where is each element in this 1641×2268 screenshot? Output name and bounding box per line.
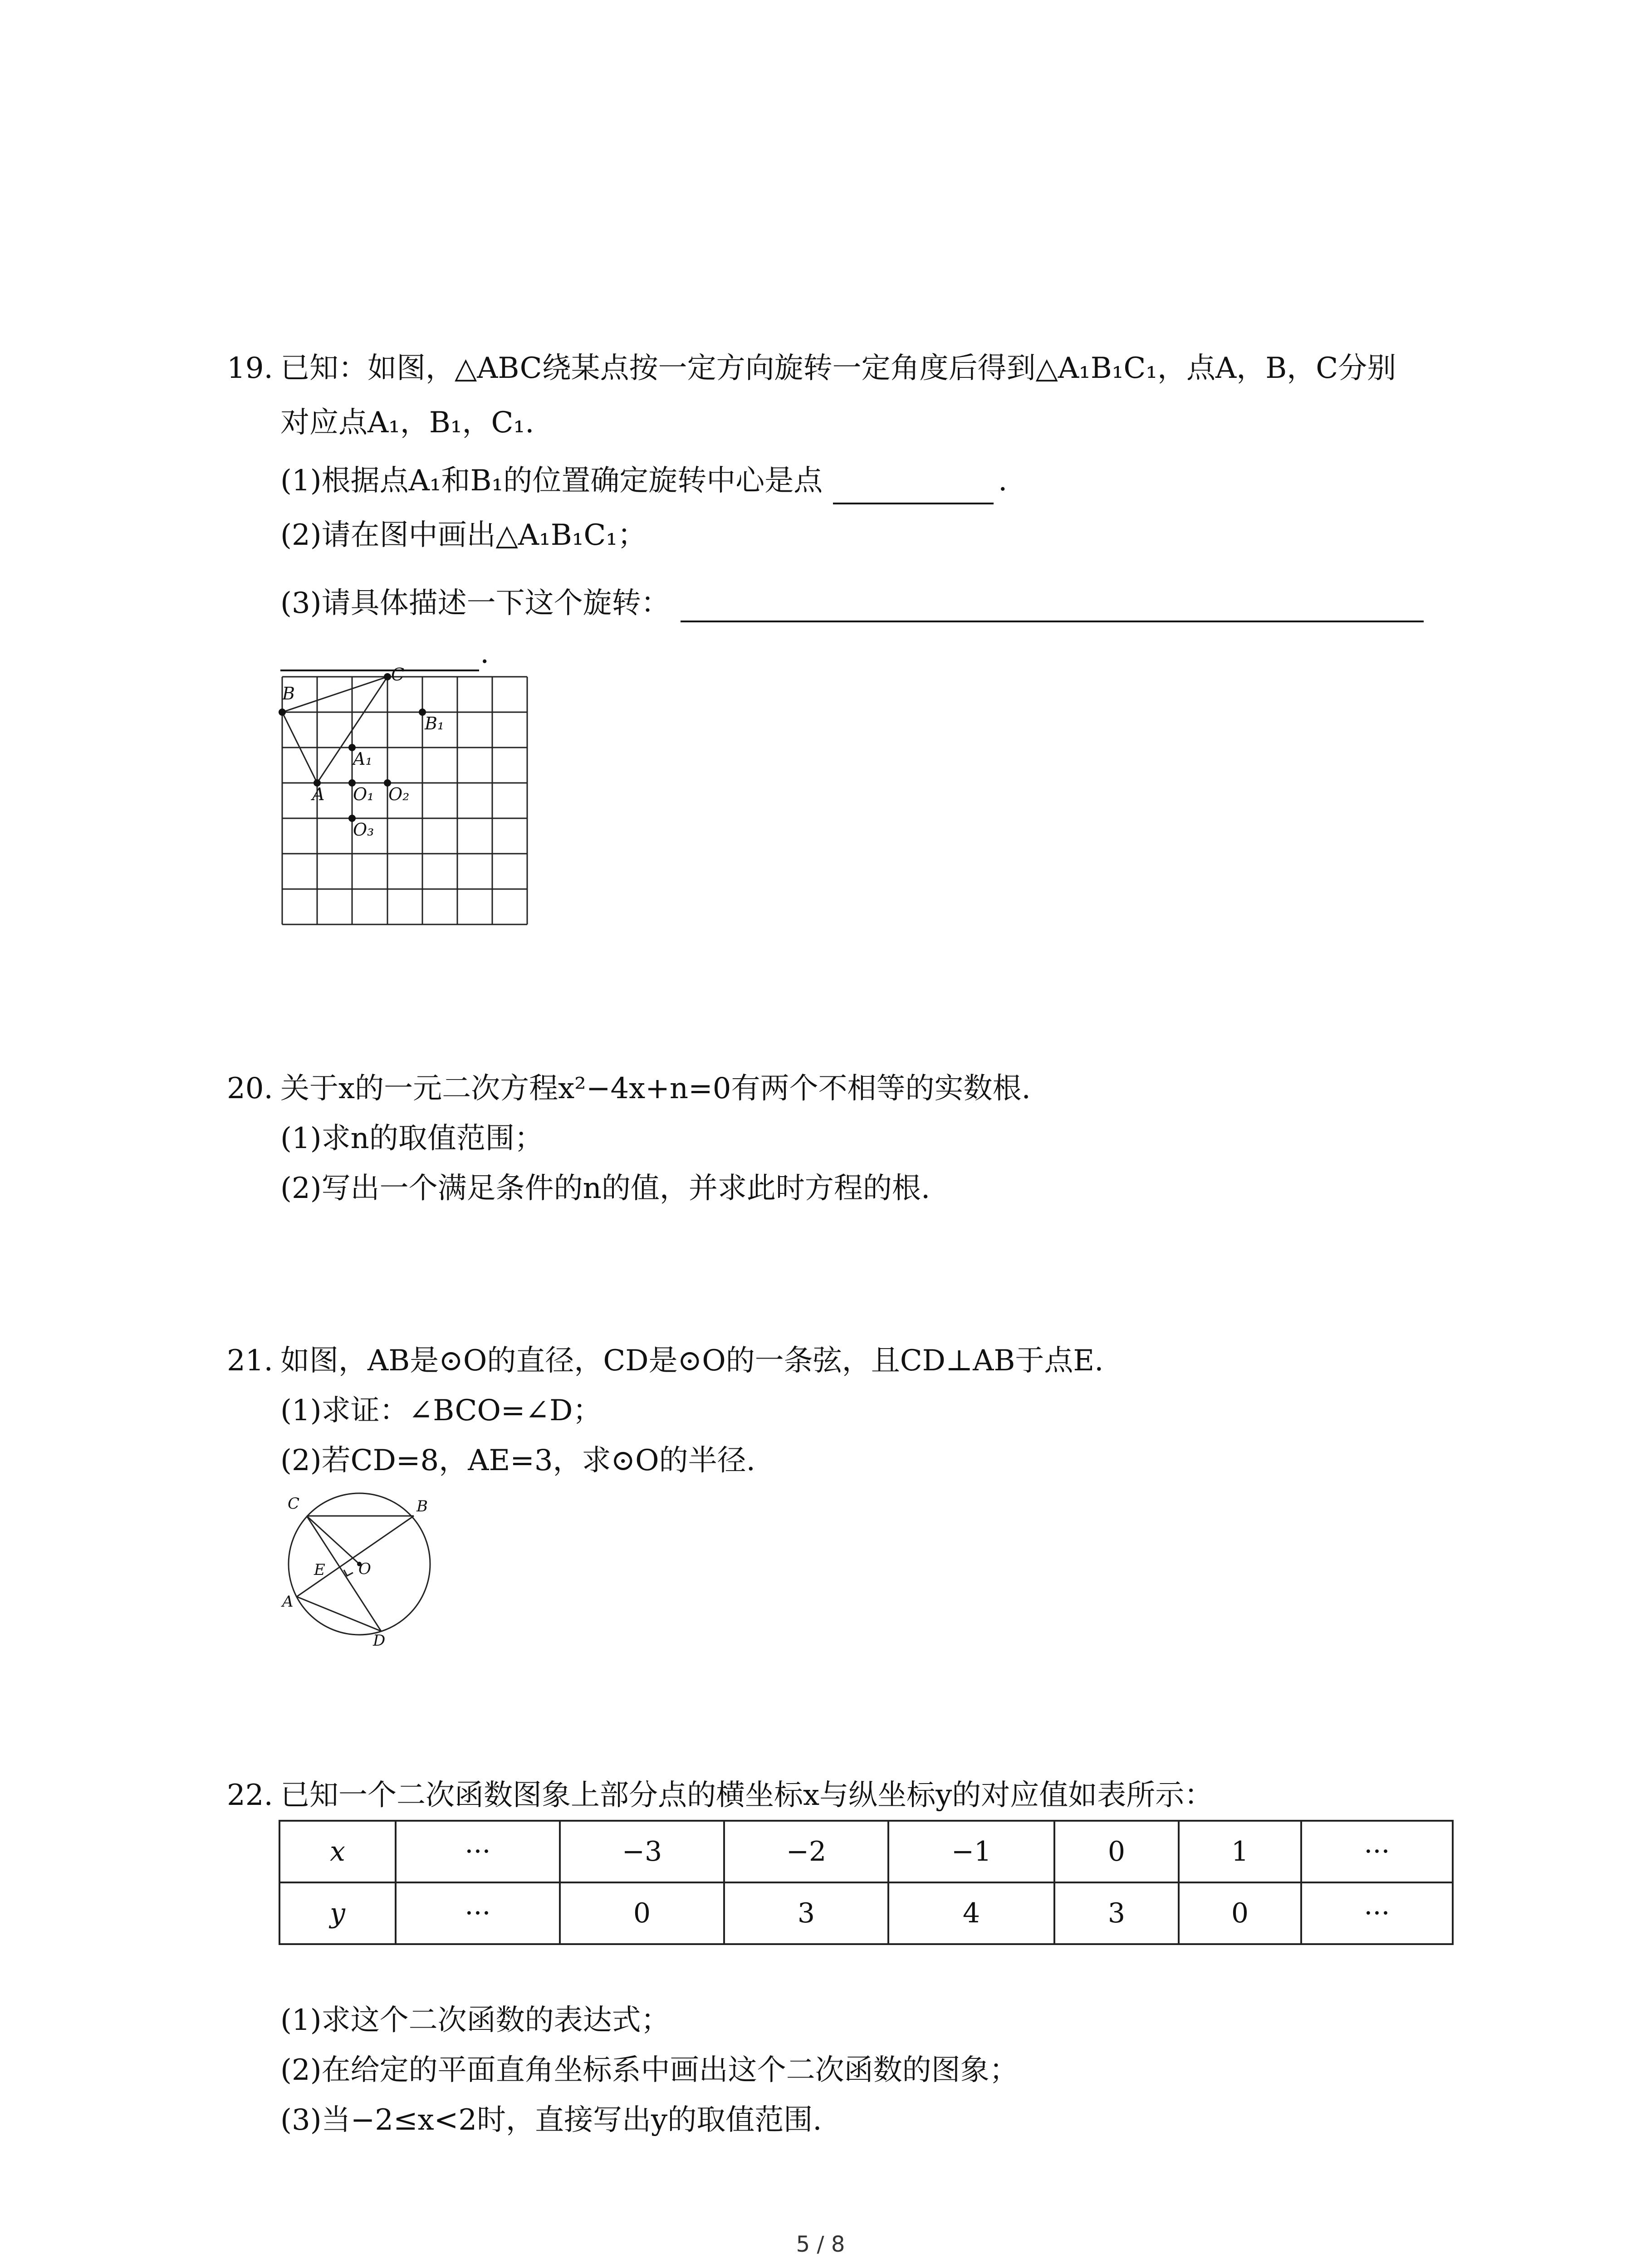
q19-stem-line2: 对应点A₁，B₁，C₁. <box>280 406 534 440</box>
q19-stem-line1: 已知：如图，△ABC绕某点按一定方向旋转一定角度后得到△A₁B₁C₁，点A，B，C分别 <box>280 352 1396 385</box>
label-a: A <box>282 1593 294 1611</box>
table-cell: 0 <box>560 1882 724 1944</box>
label-a: A <box>312 784 325 804</box>
q21-number: 21. <box>227 1344 273 1378</box>
q19-grid-figure <box>254 662 544 934</box>
q22-number: 22. <box>227 1779 273 1812</box>
table-cell: −3 <box>560 1821 724 1882</box>
table-row-y <box>279 1882 1453 1944</box>
q22-value-table <box>279 1820 1454 1945</box>
label-c: C <box>391 665 405 684</box>
table-cell: 0 <box>1054 1821 1179 1882</box>
q21-part2: (2)若CD=8，AE=3，求⊙O的半径. <box>280 1444 755 1477</box>
q19-part1-answer-blank <box>833 503 994 504</box>
q20-part1: (1)求n的取值范围； <box>280 1122 544 1155</box>
point-c <box>384 673 391 680</box>
table-cell: 3 <box>1054 1882 1179 1944</box>
q19-part2: (2)请在图中画出△A₁B₁C₁； <box>280 518 647 552</box>
table-cell: ··· <box>396 1882 560 1944</box>
q22-part2: (2)在给定的平面直角坐标系中画出这个二次函数的图象； <box>280 2053 1019 2087</box>
q19-part1-period: . <box>998 464 1008 498</box>
q19-part3-answer-blank-1 <box>681 621 1424 622</box>
table-cell: 3 <box>724 1882 888 1944</box>
label-d: D <box>373 1632 386 1650</box>
q19-part1: (1)根据点A₁和B₁的位置确定旋转中心是点 <box>280 464 823 498</box>
table-header-x: x <box>279 1821 396 1882</box>
table-cell: ··· <box>1301 1882 1453 1944</box>
label-o2: O₂ <box>388 784 410 804</box>
label-e: E <box>314 1561 325 1579</box>
q22-stem: 已知一个二次函数图象上部分点的横坐标x与纵坐标y的对应值如表所示： <box>280 1779 1214 1812</box>
label-o: O <box>358 1560 371 1578</box>
label-b: B <box>416 1497 428 1515</box>
page-number: 5 / 8 <box>796 2232 845 2257</box>
q20-stem: 关于x的一元二次方程x²−4x+n=0有两个不相等的实数根. <box>280 1072 1031 1105</box>
label-c: C <box>288 1495 300 1513</box>
table-cell: 0 <box>1179 1882 1301 1944</box>
q19-part3: (3)请具体描述一下这个旋转： <box>280 587 670 620</box>
q20-part2: (2)写出一个满足条件的n的值，并求此时方程的根. <box>280 1172 931 1205</box>
label-b1: B₁ <box>425 714 445 733</box>
label-o1: O₁ <box>353 784 374 804</box>
q21-stem: 如图，AB是⊙O的直径，CD是⊙O的一条弦，且CD⊥AB于点E. <box>280 1344 1104 1378</box>
table-cell: 1 <box>1179 1821 1301 1882</box>
table-cell: ··· <box>396 1821 560 1882</box>
q20-number: 20. <box>227 1072 273 1105</box>
q21-circle-figure <box>272 1492 454 1656</box>
q22-part1: (1)求这个二次函数的表达式； <box>280 2004 670 2037</box>
label-b: B <box>282 684 295 704</box>
label-o3: O₃ <box>353 820 374 840</box>
q19-number: 19. <box>227 352 273 385</box>
table-cell: ··· <box>1301 1821 1453 1882</box>
table-row-x <box>279 1821 1453 1882</box>
table-cell: −1 <box>888 1821 1054 1882</box>
q22-part3: (3)当−2≤x<2时，直接写出y的取值范围. <box>280 2103 822 2137</box>
table-cell: −2 <box>724 1821 888 1882</box>
label-a1: A₁ <box>353 749 372 769</box>
table-cell: 4 <box>888 1882 1054 1944</box>
table-header-y: y <box>279 1882 396 1944</box>
point-b <box>279 709 286 716</box>
q19-part3-period: . <box>480 636 490 670</box>
q21-part1: (1)求证：∠BCO=∠D； <box>280 1394 602 1427</box>
